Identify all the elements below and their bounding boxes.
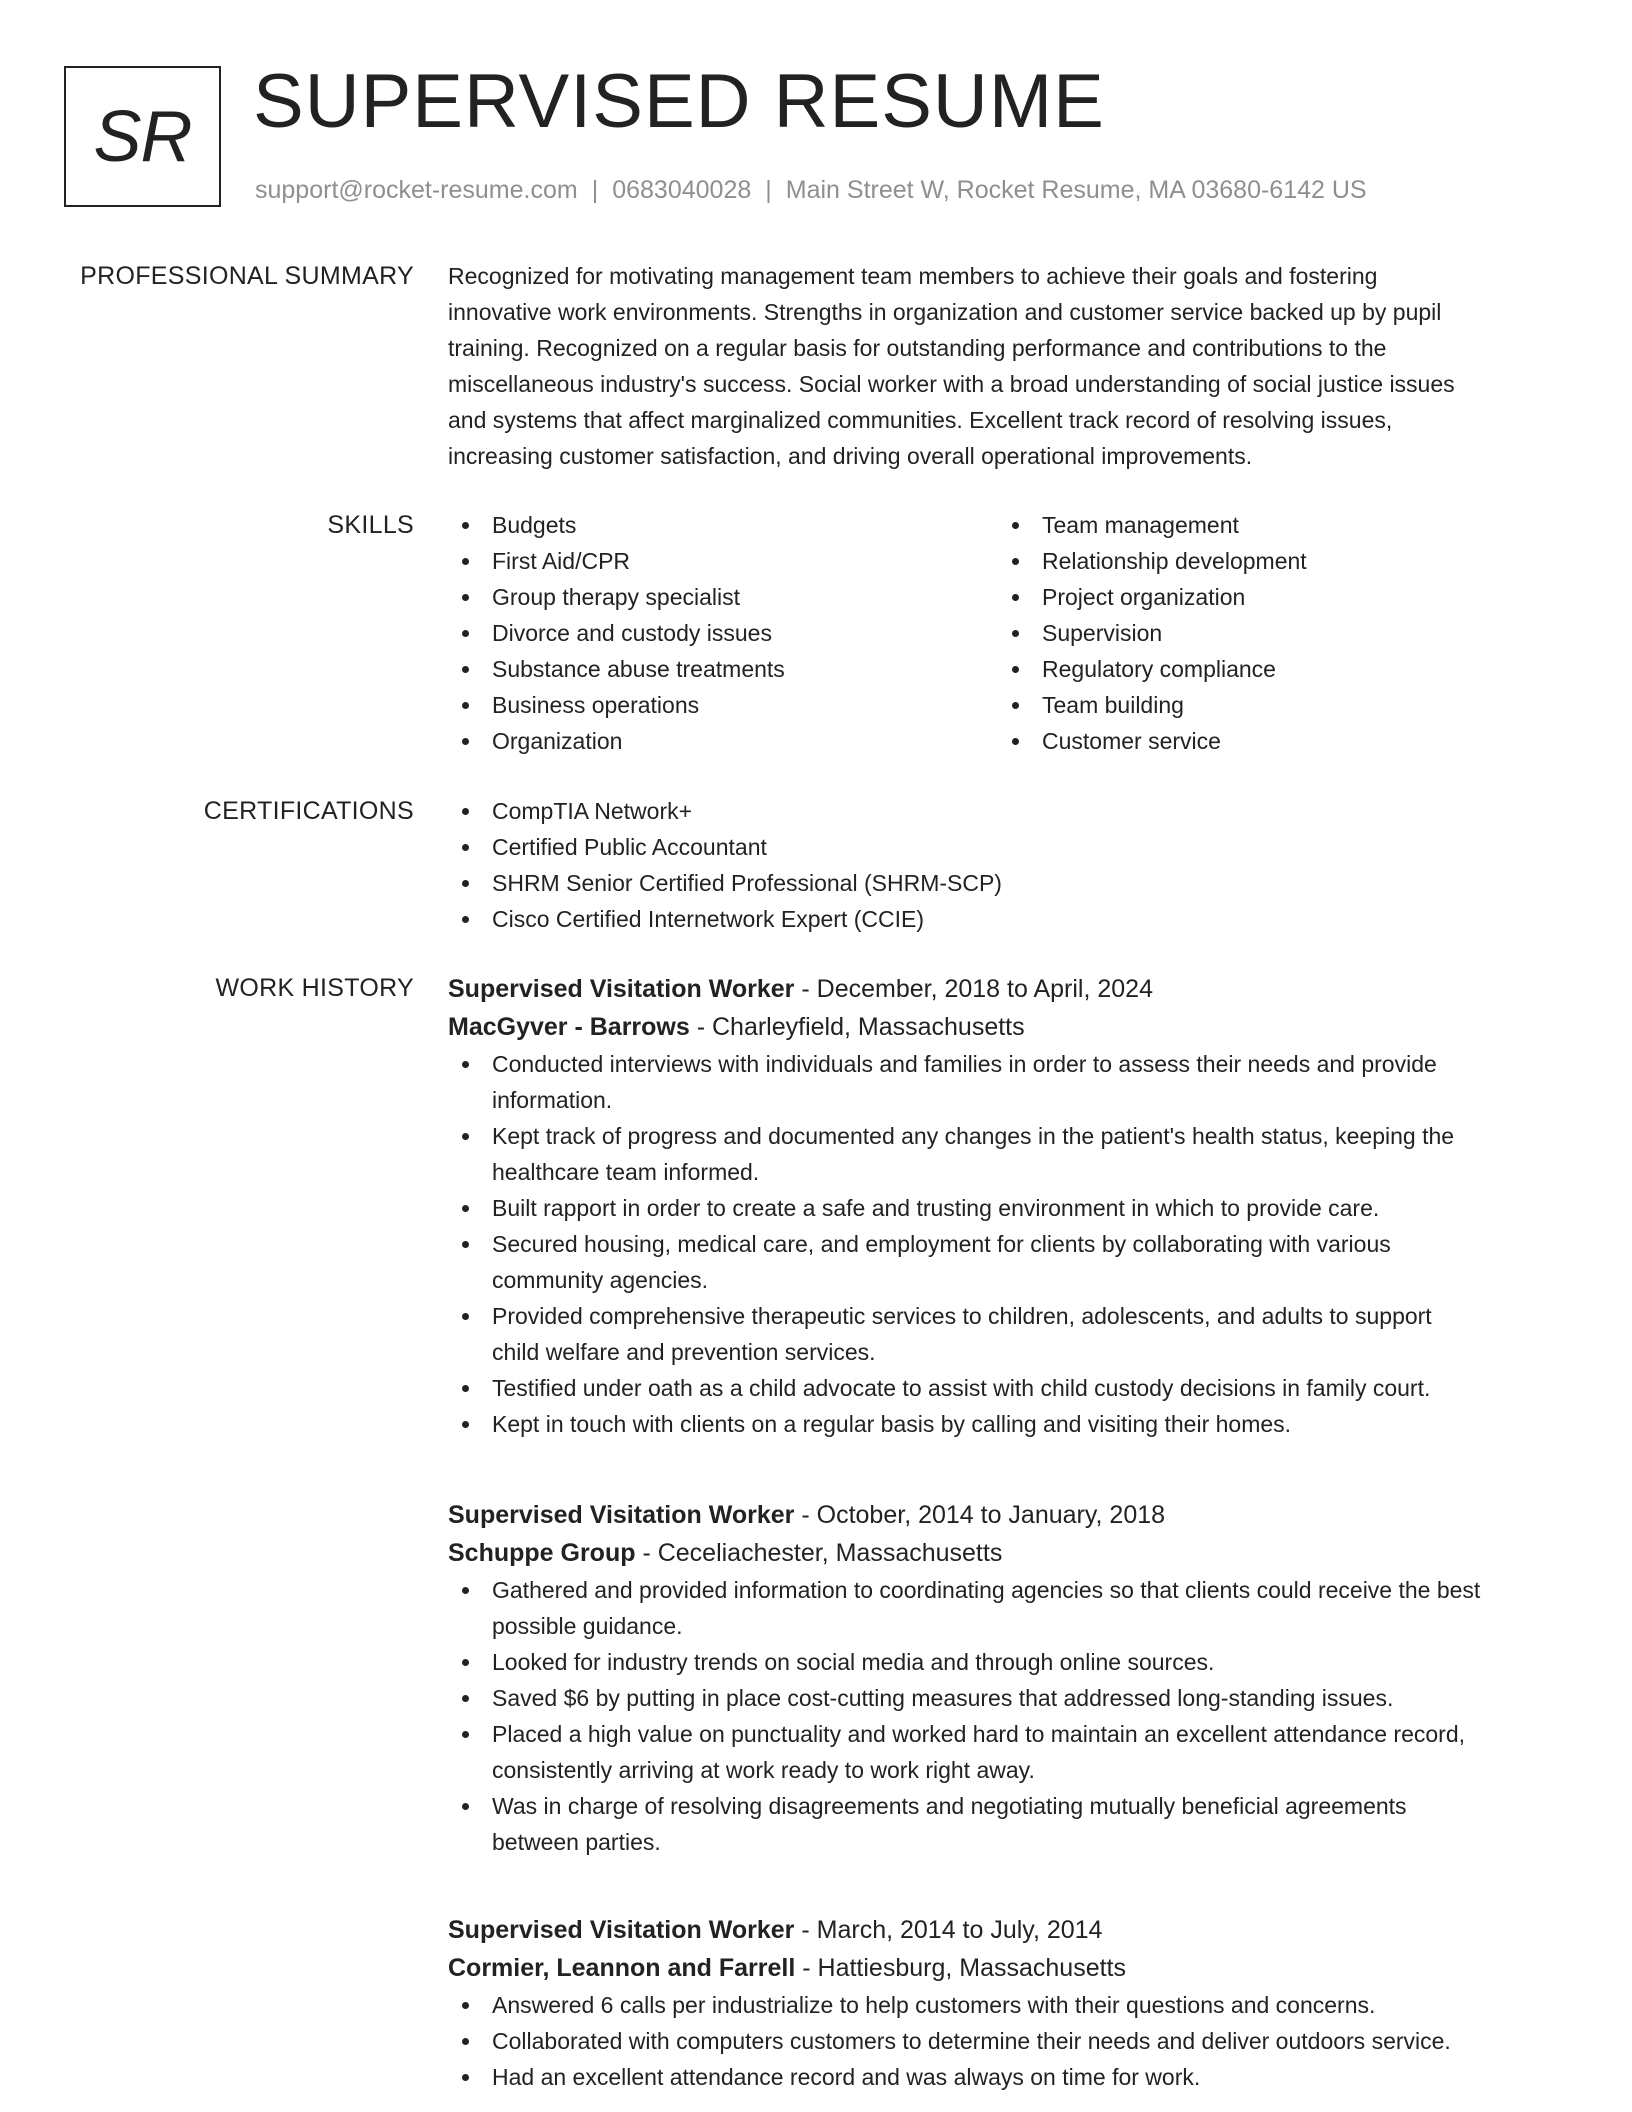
job-duty xyxy=(448,1572,1568,1644)
skill-item: Organization xyxy=(448,723,998,759)
skill-item: Team management xyxy=(998,507,1548,543)
job-dates: - March, 2014 to July, 2014 xyxy=(794,1916,1103,1944)
job-body xyxy=(448,1496,1568,1860)
job-duties-list xyxy=(448,1572,1568,1860)
job-body xyxy=(448,1911,1568,2095)
job-title-line xyxy=(448,1496,1568,1534)
skill-item: Group therapy specialist xyxy=(448,579,998,615)
job-duty xyxy=(448,2023,1568,2059)
skills-body xyxy=(448,507,1568,759)
contact-email[interactable]: support@rocket-resume.com xyxy=(255,176,578,204)
skill-item: Divorce and custody issues xyxy=(448,615,998,651)
job-duty xyxy=(448,1118,1568,1190)
job-duty-line: Looked for industry trends on social media and through online sources. xyxy=(492,1649,1215,1675)
summary-line: Recognized for motivating management team members to achieve their goals and fostering xyxy=(448,263,1378,289)
job-duty-line: possible guidance. xyxy=(492,1613,683,1639)
job-title-line xyxy=(448,970,1568,1008)
certification-item: CompTIA Network+ xyxy=(448,793,1568,829)
job-duty-line: community agencies. xyxy=(492,1267,709,1293)
section-heading-work-history: WORK HISTORY xyxy=(215,974,414,1002)
job-duty-line: Conducted interviews with individuals and families in order to assess their needs and provide xyxy=(492,1051,1437,1077)
job-duty xyxy=(448,1406,1568,1442)
skill-item: Business operations xyxy=(448,687,998,723)
job-company-line xyxy=(448,1534,1568,1572)
job-duty xyxy=(448,1046,1568,1118)
job-duty-line: child welfare and prevention services. xyxy=(492,1339,876,1365)
job-duty xyxy=(448,1370,1568,1406)
job-duty-line: Testified under oath as a child advocate to assist with child custody decisions in family court. xyxy=(492,1375,1431,1401)
job-duties-list xyxy=(448,1046,1568,1442)
job-title: Supervised Visitation Worker xyxy=(448,975,795,1003)
job-location: - Charleyfield, Massachusetts xyxy=(689,1013,1025,1041)
job-duty-line: Answered 6 calls per industrialize to help customers with their questions and concerns. xyxy=(492,1992,1376,2018)
job-company: Cormier, Leannon and Farrell xyxy=(448,1954,796,1982)
section-heading-summary: PROFESSIONAL SUMMARY xyxy=(80,262,414,290)
summary-line: miscellaneous industry's success. Social worker with a broad understanding of social justice issues xyxy=(448,371,1455,397)
job-duty xyxy=(448,1298,1568,1370)
job-duty-line: Secured housing, medical care, and employment for clients by collaborating with various xyxy=(492,1231,1391,1257)
contact-address: Main Street W, Rocket Resume, MA 03680-6142 US xyxy=(785,176,1367,204)
job-company: MacGyver - Barrows xyxy=(448,1013,690,1041)
job-duty xyxy=(448,1716,1568,1788)
job-title-line xyxy=(448,1911,1568,1949)
job-duty-line: healthcare team informed. xyxy=(492,1159,760,1185)
certifications-body xyxy=(448,793,1568,937)
job-duty-line: Provided comprehensive therapeutic services to children, adolescents, and adults to support xyxy=(492,1303,1432,1329)
monogram-initials: SR xyxy=(93,96,192,177)
summary-body xyxy=(448,258,1568,474)
monogram-box xyxy=(64,66,221,207)
section-heading-skills: SKILLS xyxy=(327,511,414,539)
job-duty-line: Kept in touch with clients on a regular basis by calling and visiting their homes. xyxy=(492,1411,1292,1437)
job-duty xyxy=(448,2059,1568,2095)
skills-columns xyxy=(448,507,1568,759)
job-duties-list xyxy=(448,1987,1568,2095)
skills-list-right xyxy=(998,507,1548,759)
job-duty-line: Saved $6 by putting in place cost-cutting measures that addressed long-standing issues. xyxy=(492,1685,1394,1711)
certification-item: Certified Public Accountant xyxy=(448,829,1568,865)
job-duty xyxy=(448,1226,1568,1298)
job-body xyxy=(448,970,1568,1442)
job-duty xyxy=(448,1788,1568,1860)
job-company-line xyxy=(448,1949,1568,1987)
skill-item: Relationship development xyxy=(998,543,1548,579)
job-duty-line: Had an excellent attendance record and was always on time for work. xyxy=(492,2064,1201,2090)
job-duty-line: Gathered and provided information to coordinating agencies so that clients could receive the best xyxy=(492,1577,1481,1603)
skill-item: Team building xyxy=(998,687,1548,723)
skill-item: Budgets xyxy=(448,507,998,543)
skill-item: First Aid/CPR xyxy=(448,543,998,579)
certification-item: Cisco Certified Internetwork Expert (CCIE) xyxy=(448,901,1568,937)
job-duty-line: Was in charge of resolving disagreements and negotiating mutually beneficial agreements xyxy=(492,1793,1407,1819)
job-company-line xyxy=(448,1008,1568,1046)
job-duty-line: between parties. xyxy=(492,1829,661,1855)
job-location: - Ceceliachester, Massachusetts xyxy=(635,1539,1003,1567)
job-company: Schuppe Group xyxy=(448,1539,636,1567)
skill-item: Substance abuse treatments xyxy=(448,651,998,687)
resume-name: SUPERVISED RESUME xyxy=(253,59,1105,144)
contact-separator: | xyxy=(765,176,772,204)
job-title: Supervised Visitation Worker xyxy=(448,1916,795,1944)
job-duty-line: Collaborated with computers customers to determine their needs and deliver outdoors service. xyxy=(492,2028,1451,2054)
job-duty-line: Built rapport in order to create a safe and trusting environment in which to provide care. xyxy=(492,1195,1380,1221)
skills-list-left xyxy=(448,507,998,759)
skill-item: Supervision xyxy=(998,615,1548,651)
contact-phone[interactable]: 0683040028 xyxy=(612,176,752,204)
job-duty xyxy=(448,1644,1568,1680)
certification-item: SHRM Senior Certified Professional (SHRM-SCP) xyxy=(448,865,1568,901)
section-heading-certifications: CERTIFICATIONS xyxy=(203,797,414,825)
skill-item: Regulatory compliance xyxy=(998,651,1548,687)
job-dates: - October, 2014 to January, 2018 xyxy=(794,1501,1166,1529)
summary-line: increasing customer satisfaction, and driving overall operational improvements. xyxy=(448,443,1253,469)
skill-item: Customer service xyxy=(998,723,1548,759)
job-duty xyxy=(448,1680,1568,1716)
job-duty xyxy=(448,1987,1568,2023)
summary-line: innovative work environments. Strengths in organization and customer service backed up by pupil xyxy=(448,299,1442,325)
job-dates: - December, 2018 to April, 2024 xyxy=(794,975,1153,1003)
job-duty-line: consistently arriving at work ready to work right away. xyxy=(492,1757,1035,1783)
job-title: Supervised Visitation Worker xyxy=(448,1501,795,1529)
job-duty-line: information. xyxy=(492,1087,613,1113)
job-duty-line: Kept track of progress and documented any changes in the patient's health status, keeping the xyxy=(492,1123,1455,1149)
job-duty xyxy=(448,1190,1568,1226)
skill-item: Project organization xyxy=(998,579,1548,615)
job-location: - Hattiesburg, Massachusetts xyxy=(795,1954,1127,1982)
contact-line xyxy=(255,175,1367,205)
contact-separator: | xyxy=(591,176,599,204)
job-duty-line: Placed a high value on punctuality and worked hard to maintain an excellent attendance record, xyxy=(492,1721,1466,1747)
summary-line: training. Recognized on a regular basis for outstanding performance and contributions to the xyxy=(448,335,1387,361)
summary-text xyxy=(448,258,1568,474)
certifications-list xyxy=(448,793,1568,937)
summary-line: and systems that affect marginalized communities. Excellent track record of resolving issues, xyxy=(448,407,1393,433)
